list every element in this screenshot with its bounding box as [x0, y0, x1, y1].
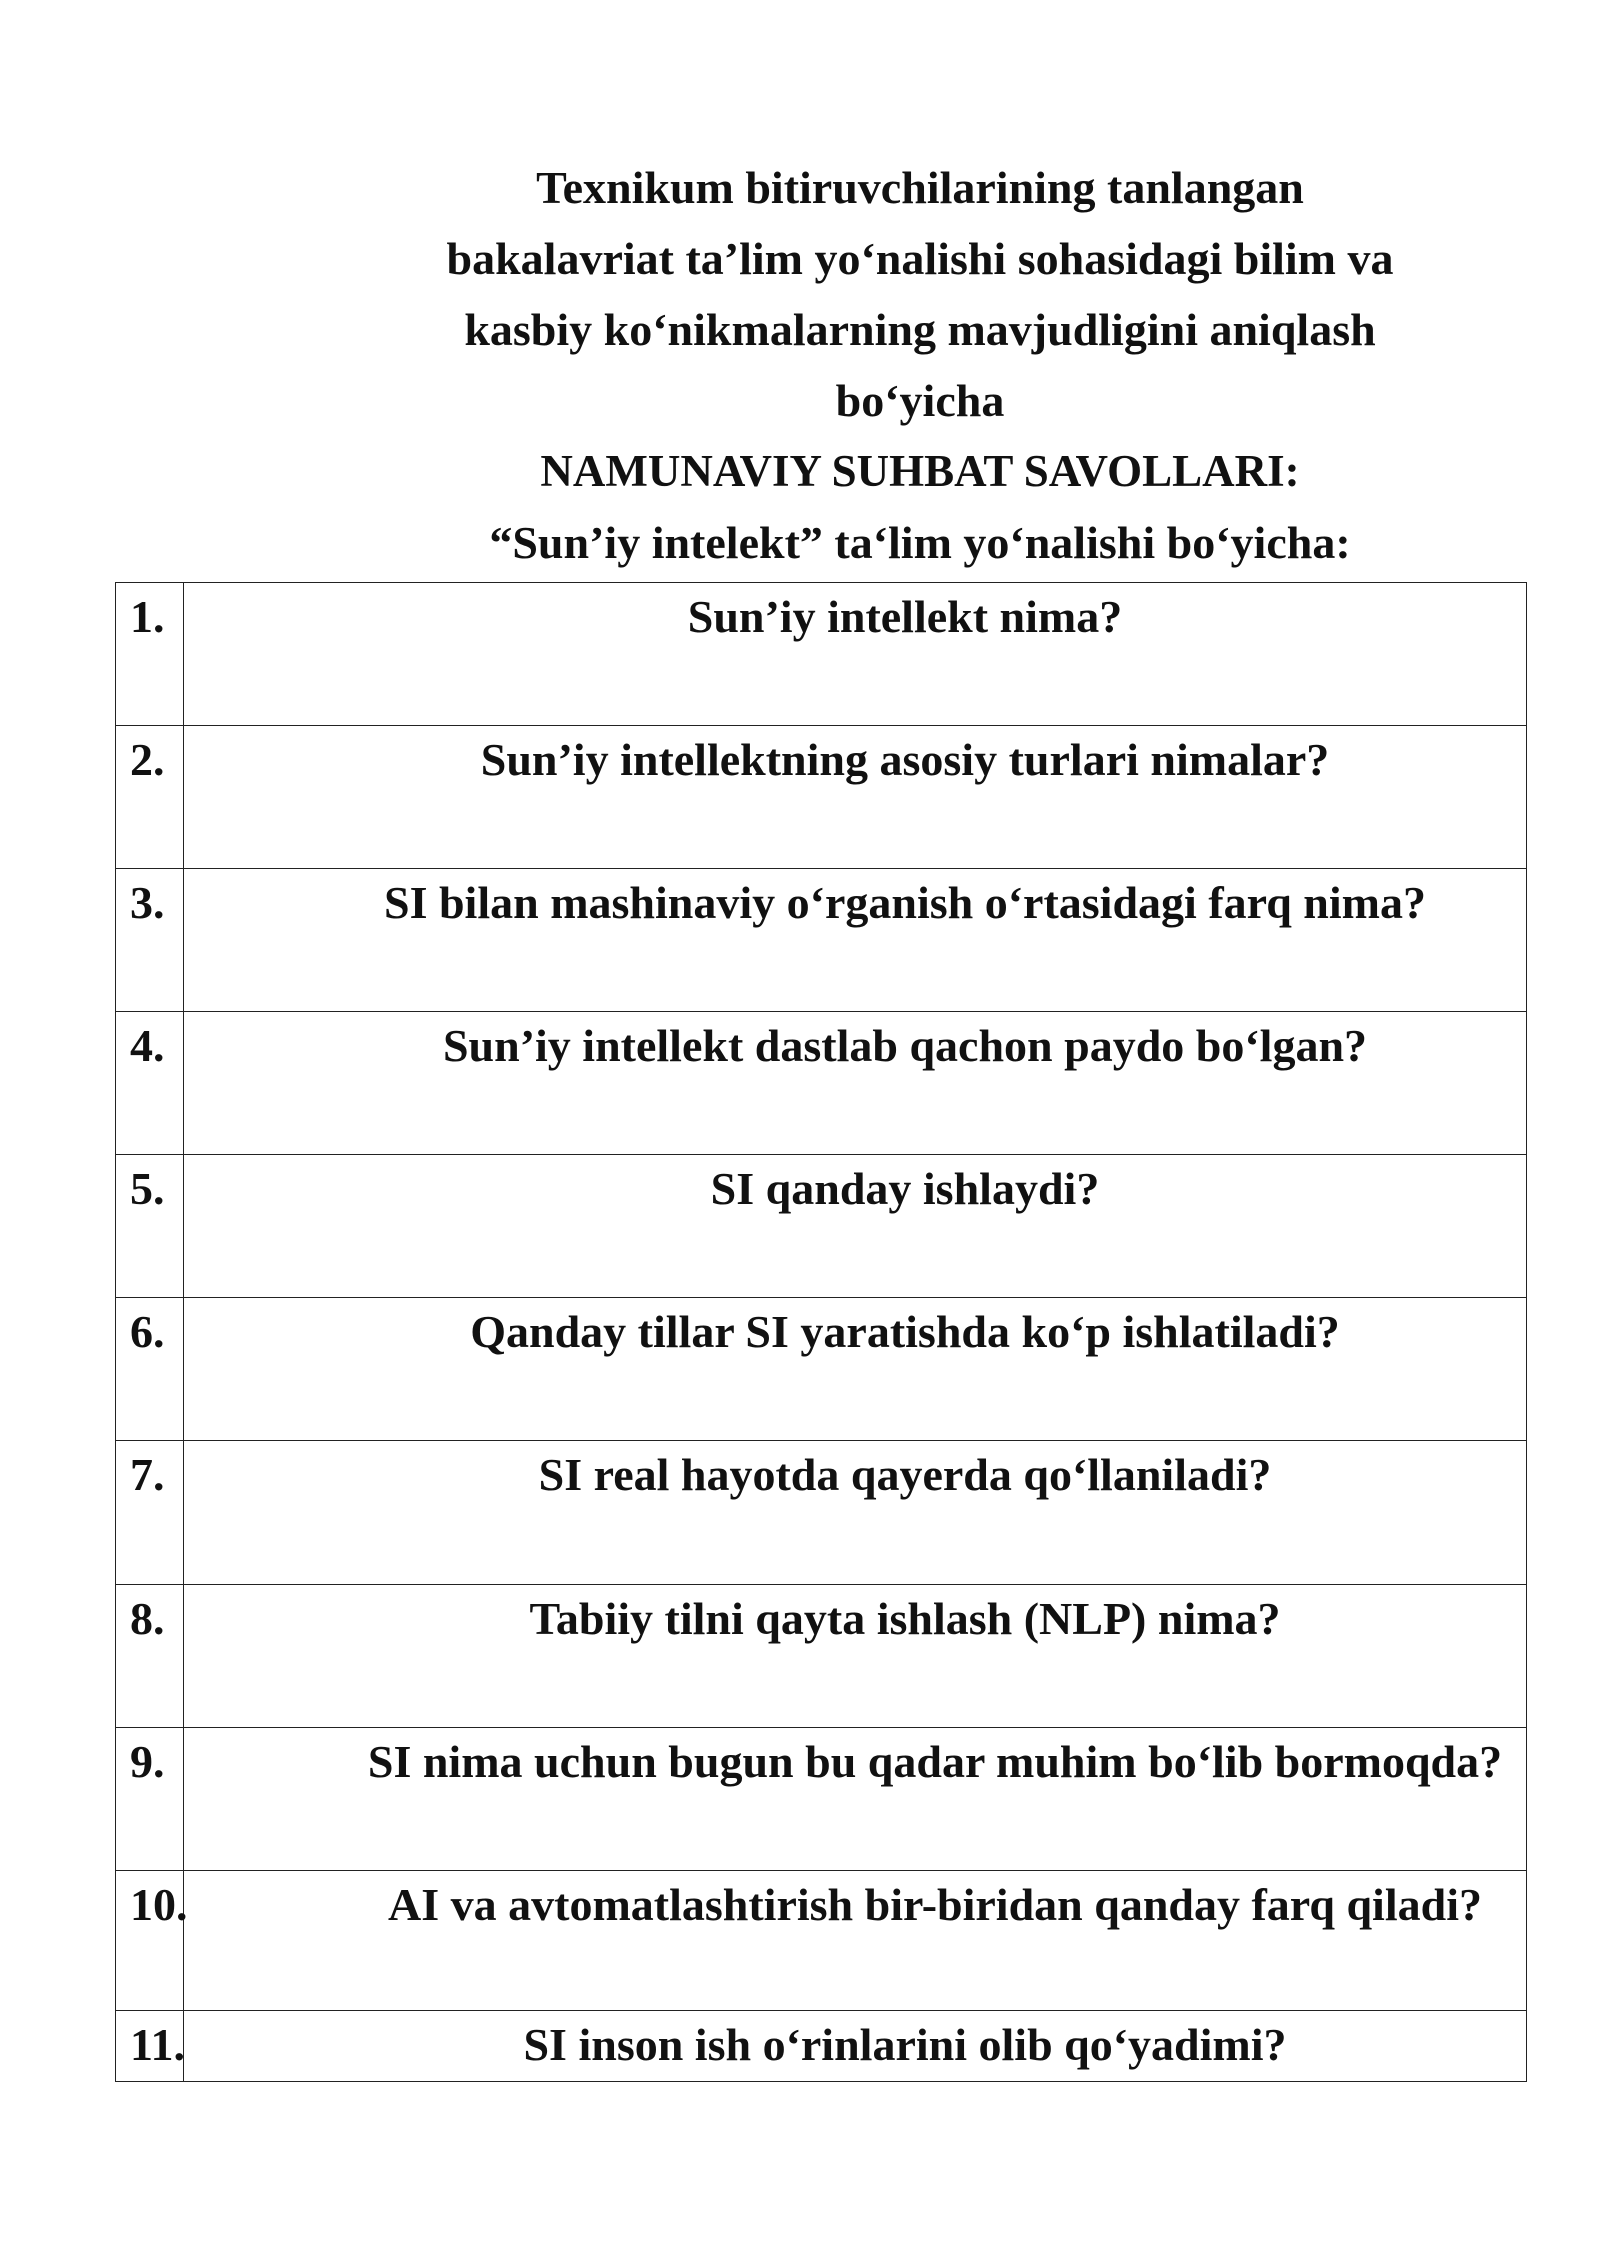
- table-row: [116, 869, 1527, 1012]
- table-row: [116, 1871, 1527, 2011]
- heading-title: NAMUNAVIY SUHBAT SAVOLLARI:: [540, 446, 1300, 496]
- question-text: SI bilan mashinaviy o‘rganish o‘rtasidagi farq nima?: [184, 869, 1527, 1012]
- table-row: [116, 1585, 1527, 1728]
- heading-direction: “Sun’iy intelekt” ta‘lim yo‘nalishi bo‘yicha:: [489, 517, 1351, 568]
- question-number: 10.: [116, 1871, 184, 2011]
- question-number: 4.: [116, 1012, 184, 1155]
- question-text: SI inson ish o‘rinlarini olib qo‘yadimi?: [184, 2011, 1527, 2082]
- question-number: 2.: [116, 726, 184, 869]
- table-row: [116, 1012, 1527, 1155]
- question-number: 11.: [116, 2011, 184, 2082]
- heading-line-3: kasbiy ko‘nikmalarning mavjudligini aniqlash: [464, 304, 1376, 355]
- question-text: SI qanday ishlaydi?: [184, 1155, 1527, 1298]
- table-row: [116, 1441, 1527, 1585]
- question-number: 3.: [116, 869, 184, 1012]
- question-text: AI va avtomatlashtirish bir-biridan qanday farq qiladi?: [184, 1871, 1527, 2011]
- question-number: 6.: [116, 1298, 184, 1441]
- heading-line-2: bakalavriat ta’lim yo‘nalishi sohasidagi bilim va: [446, 233, 1394, 284]
- table-row: [116, 1728, 1527, 1871]
- table-row: [116, 726, 1527, 869]
- table-row: [116, 1298, 1527, 1441]
- question-text: Sun’iy intellekt dastlab qachon paydo bo‘lgan?: [184, 1012, 1527, 1155]
- question-number: 9.: [116, 1728, 184, 1871]
- table-row: [116, 1155, 1527, 1298]
- question-number: 7.: [116, 1441, 184, 1585]
- question-number: 8.: [116, 1585, 184, 1728]
- questions-table: [115, 582, 1527, 2082]
- question-text: Sun’iy intellekt nima?: [184, 583, 1527, 726]
- question-number: 5.: [116, 1155, 184, 1298]
- question-number: 1.: [116, 583, 184, 726]
- table-row: [116, 2011, 1527, 2082]
- question-text: Qanday tillar SI yaratishda ko‘p ishlatiladi?: [184, 1298, 1527, 1441]
- heading-line-4: bo‘yicha: [835, 375, 1005, 426]
- question-text: SI real hayotda qayerda qo‘llaniladi?: [184, 1441, 1527, 1585]
- table-row: [116, 583, 1527, 726]
- question-text: Sun’iy intellektning asosiy turlari nimalar?: [184, 726, 1527, 869]
- question-text: SI nima uchun bugun bu qadar muhim bo‘lib bormoqda?: [184, 1728, 1527, 1871]
- document-heading: [360, 152, 1480, 578]
- question-text: Tabiiy tilni qayta ishlash (NLP) nima?: [184, 1585, 1527, 1728]
- heading-line-1: Texnikum bitiruvchilarining tanlangan: [536, 162, 1304, 213]
